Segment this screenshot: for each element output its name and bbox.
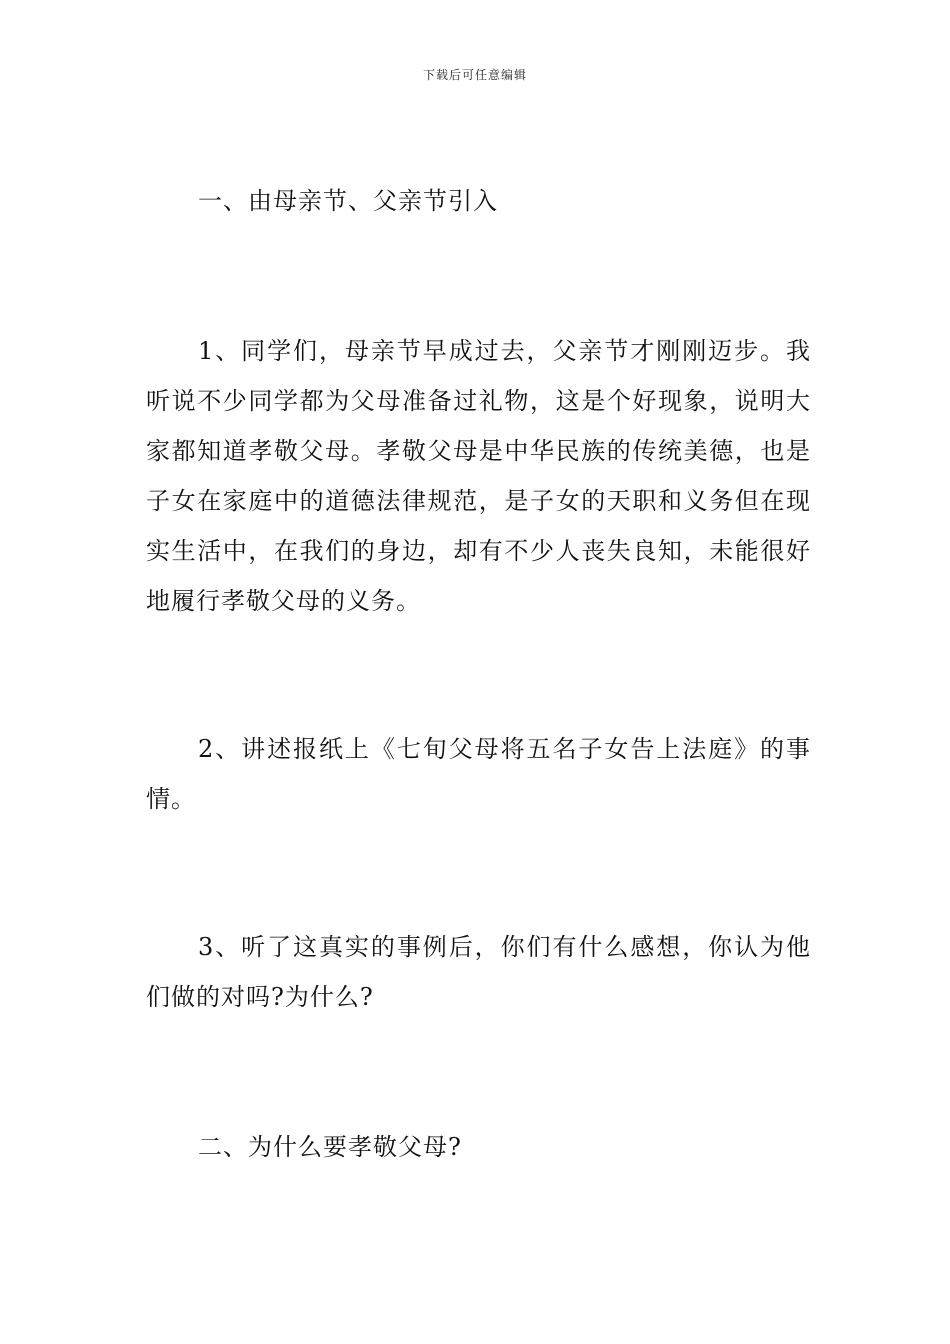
paragraph-1: 1、同学们，母亲节早成过去，父亲节才刚刚迈步。我听说不少同学都为父母准备过礼物，这是个好现象，说明大家都知道孝敬父母。孝敬父母是中华民族的传统美德，也是子女在家庭中的道德法律规范，是子女的天职和义务但在现实生活中，在我们的身边，却有不少人丧失良知，未能很好地履行孝敬父母的义务。: [146, 337, 811, 615]
section-heading-2: 二、为什么要孝敬父母?: [198, 1133, 462, 1161]
paragraph-3: 3、听了这真实的事例后，你们有什么感想，你认为他们做的对吗?为什么?: [146, 933, 811, 1011]
section-heading-1: 一、由母亲节、父亲节引入: [198, 187, 498, 215]
paragraph-2: 2、讲述报纸上《七旬父母将五名子女告上法庭》的事情。: [146, 735, 811, 813]
header-note: 下载后可任意编辑: [422, 68, 527, 82]
